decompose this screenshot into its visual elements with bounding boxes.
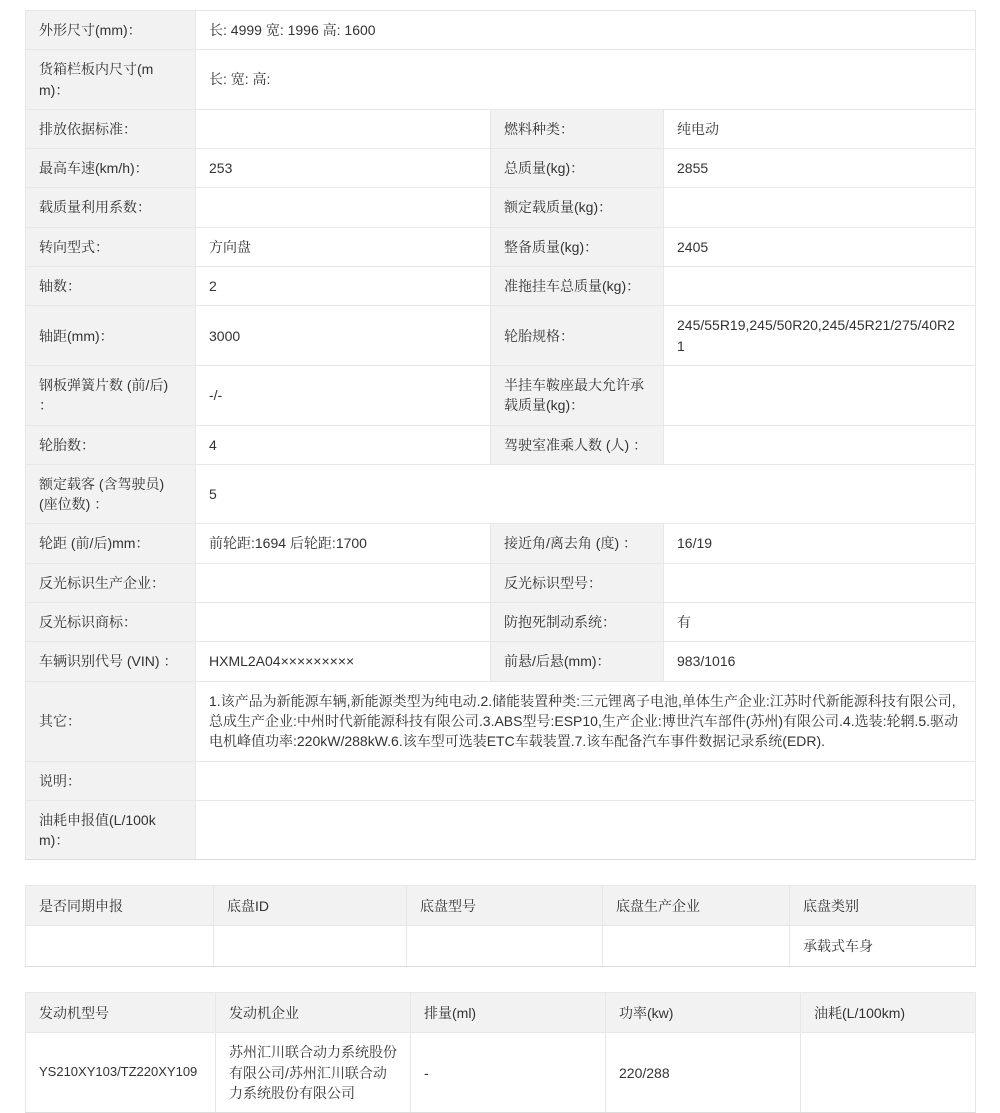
spec-row xyxy=(26,306,976,366)
chassis-table xyxy=(25,885,976,967)
spec-label-cell: 排放依据标准： xyxy=(26,109,196,148)
engine-fuel-cell xyxy=(801,1033,976,1113)
spec-label-cell: 燃料种类： xyxy=(491,109,664,148)
spec-value-cell: -/- xyxy=(196,365,491,425)
engine-header-cell: 油耗(L/100km) xyxy=(801,993,976,1033)
spec-row xyxy=(26,109,976,148)
spec-label-cell: 接近角/离去角 (度) ： xyxy=(491,524,664,563)
spec-value-cell: 245/55R19,245/50R20,245/45R21/275/40R21 xyxy=(664,306,976,366)
spec-value-cell: 2855 xyxy=(664,149,976,188)
spec-value-cell: 长: 宽: 高: xyxy=(196,50,976,110)
spec-row xyxy=(26,524,976,563)
spec-value-cell xyxy=(196,109,491,148)
spec-value-cell xyxy=(664,425,976,464)
spec-value-cell xyxy=(664,188,976,227)
chassis-header-row xyxy=(26,886,976,926)
spec-value-cell xyxy=(664,563,976,602)
spec-value-cell: 纯电动 xyxy=(664,109,976,148)
spec-value-cell: 有 xyxy=(664,603,976,642)
spec-row xyxy=(26,563,976,602)
engine-header-cell: 发动机企业 xyxy=(216,993,411,1033)
spec-row xyxy=(26,227,976,266)
spec-row xyxy=(26,149,976,188)
chassis-header-cell: 底盘型号 xyxy=(407,886,603,926)
spec-value-cell xyxy=(664,365,976,425)
spec-label-cell: 载质量利用系数： xyxy=(26,188,196,227)
spec-label-cell: 货箱栏板内尺寸(mm)： xyxy=(26,50,196,110)
spec-label-cell: 额定载质量(kg)： xyxy=(491,188,664,227)
engine-header-row xyxy=(26,993,976,1033)
spec-row xyxy=(26,464,976,524)
spec-value-cell xyxy=(196,188,491,227)
spec-label-cell: 车辆识别代号 (VIN) ： xyxy=(26,642,196,681)
spec-value-cell: 方向盘 xyxy=(196,227,491,266)
spec-row xyxy=(26,603,976,642)
engine-header-cell: 功率(kw) xyxy=(606,993,801,1033)
spec-value-cell xyxy=(196,563,491,602)
spec-label-cell: 轮胎数： xyxy=(26,425,196,464)
spec-value-cell: 长: 4999 宽: 1996 高: 1600 xyxy=(196,11,976,50)
spec-value-cell xyxy=(196,761,976,800)
engine-header-cell: 发动机型号 xyxy=(26,993,216,1033)
chassis-cell xyxy=(214,926,407,967)
engine-data-row xyxy=(26,1033,976,1113)
spec-value-cell: 983/1016 xyxy=(664,642,976,681)
vehicle-spec-table xyxy=(25,10,976,860)
chassis-cell xyxy=(603,926,790,967)
spec-value-cell: 16/19 xyxy=(664,524,976,563)
spec-value-cell xyxy=(196,603,491,642)
spec-value-cell xyxy=(196,800,976,860)
spec-label-cell: 反光标识生产企业： xyxy=(26,563,196,602)
spec-label-cell: 前悬/后悬(mm)： xyxy=(491,642,664,681)
spec-label-cell: 总质量(kg)： xyxy=(491,149,664,188)
spec-row xyxy=(26,365,976,425)
spec-label-cell: 防抱死制动系统： xyxy=(491,603,664,642)
chassis-cell: 承载式车身 xyxy=(790,926,976,967)
spec-label-cell: 准拖挂车总质量(kg)： xyxy=(491,267,664,306)
spec-row xyxy=(26,50,976,110)
spec-value-cell: 2405 xyxy=(664,227,976,266)
engine-displacement-cell: - xyxy=(411,1033,606,1113)
spec-label-cell: 半挂车鞍座最大允许承载质量(kg)： xyxy=(491,365,664,425)
spec-label-cell: 外形尺寸(mm)： xyxy=(26,11,196,50)
spec-label-cell: 转向型式： xyxy=(26,227,196,266)
spec-value-cell: 前轮距:1694 后轮距:1700 xyxy=(196,524,491,563)
spec-row xyxy=(26,425,976,464)
spec-value-cell: 2 xyxy=(196,267,491,306)
spec-value-cell: HXML2A04××××××××× xyxy=(196,642,491,681)
spec-label-cell: 其它： xyxy=(26,681,196,761)
chassis-header-cell: 是否同期申报 xyxy=(26,886,214,926)
spec-row xyxy=(26,267,976,306)
spec-label-cell: 油耗申报值(L/100km)： xyxy=(26,800,196,860)
engine-model-cell: YS210XY103/TZ220XY109 xyxy=(26,1033,216,1113)
engine-power-cell: 220/288 xyxy=(606,1033,801,1113)
spec-value-cell: 5 xyxy=(196,464,976,524)
spec-row xyxy=(26,188,976,227)
spec-label-cell: 整备质量(kg)： xyxy=(491,227,664,266)
engine-company-cell: 苏州汇川联合动力系统股份有限公司/苏州汇川联合动力系统股份有限公司 xyxy=(216,1033,411,1113)
spec-label-cell: 轴距(mm)： xyxy=(26,306,196,366)
chassis-header-cell: 底盘生产企业 xyxy=(603,886,790,926)
spec-label-cell: 轴数： xyxy=(26,267,196,306)
spec-label-cell: 反光标识型号： xyxy=(491,563,664,602)
chassis-data-row xyxy=(26,926,976,967)
spec-row xyxy=(26,642,976,681)
spec-row xyxy=(26,800,976,860)
spec-value-cell: 253 xyxy=(196,149,491,188)
spec-label-cell: 驾驶室准乘人数 (人) ： xyxy=(491,425,664,464)
spec-label-cell: 额定载客 (含驾驶员) (座位数) ： xyxy=(26,464,196,524)
spec-label-cell: 轮距 (前/后)mm： xyxy=(26,524,196,563)
chassis-header-cell: 底盘类别 xyxy=(790,886,976,926)
spec-value-cell: 4 xyxy=(196,425,491,464)
spec-row xyxy=(26,681,976,761)
spec-label-cell: 最高车速(km/h)： xyxy=(26,149,196,188)
chassis-cell xyxy=(26,926,214,967)
spec-value-cell xyxy=(664,267,976,306)
chassis-cell xyxy=(407,926,603,967)
spec-value-cell: 3000 xyxy=(196,306,491,366)
engine-header-cell: 排量(ml) xyxy=(411,993,606,1033)
spec-label-cell: 轮胎规格： xyxy=(491,306,664,366)
chassis-header-cell: 底盘ID xyxy=(214,886,407,926)
spec-label-cell: 钢板弹簧片数 (前/后) ： xyxy=(26,365,196,425)
spec-label-cell: 说明： xyxy=(26,761,196,800)
spec-row xyxy=(26,761,976,800)
engine-table xyxy=(25,992,976,1113)
spec-value-cell: 1.该产品为新能源车辆,新能源类型为纯电动.2.储能装置种类:三元锂离子电池,单体生产企业:江苏时代新能源科技有限公司,总成生产企业:中州时代新能源科技有限公司.3.ABS型号:ESP10,生产企业:博世汽车部件(苏州)有限公司.4.选装:轮辋.5.驱动电机峰值功率:220kW/288kW.6.该车型可选装ETC车载装置.7.该车配备汽车事件数据记录系统(EDR). xyxy=(196,681,976,761)
spec-label-cell: 反光标识商标： xyxy=(26,603,196,642)
spec-row xyxy=(26,11,976,50)
